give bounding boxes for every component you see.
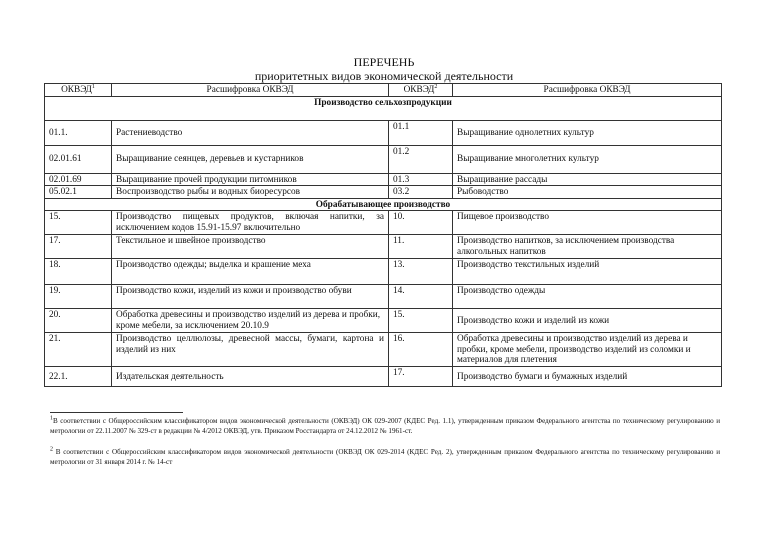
table-row [45, 285, 722, 309]
desc-2014: Выращивание однолетних культур [453, 120, 722, 145]
code-2007: 02.01.61 [45, 145, 112, 173]
code-2014: 13. [389, 259, 453, 285]
table-header-row [45, 84, 722, 97]
desc-2007: Производство кожи, изделий из кожи и производство обуви [112, 285, 389, 309]
code-2007: 01.1. [45, 120, 112, 145]
desc-2007: Производство одежды; выделка и крашение меха [112, 259, 389, 285]
code-2007: 21. [45, 333, 112, 367]
document-title: ПЕРЕЧЕНЬ [353, 55, 415, 69]
code-2007: 20. [45, 309, 112, 333]
code-2014: 10. [389, 211, 453, 235]
code-2014: 17. [389, 367, 453, 387]
header-decode-2007: Расшифровка ОКВЭД [112, 84, 389, 97]
desc-2007: Производство целлюлозы, древесной массы, бумаги, картона и изделий из них [112, 333, 389, 367]
desc-2007: Выращивание сеянцев, деревьев и кустарников [112, 145, 389, 173]
footnote-divider [50, 412, 183, 413]
code-2014: 01.1 [389, 120, 453, 145]
table-row [45, 186, 722, 199]
code-2014: 03.2 [389, 186, 453, 199]
footnote-1: $^1$В соответствии с Общероссийским классификатором видов экономической деятельности (ОКВЭД) ОК 029-2007 (КДЕС Ред. 1.1), утвержденным приказом Федерального агентства по техническому регулированию и метрологии от 22.11.2007 № 329-ст в редакции № 4/2012 ОКВЭД, утв. Приказом Росстандарта от 24.12.2012 № 1961-ст. [50, 415, 720, 435]
code-2014: 01.3 [389, 173, 453, 186]
desc-2014: Выращивание многолетних культур [453, 145, 722, 173]
desc-2007: Воспроизводство рыбы и водных биоресурсов [112, 186, 389, 199]
code-2007: 05.02.1 [45, 186, 112, 199]
desc-2014: Производство кожи и изделий из кожи [453, 309, 722, 333]
desc-2007: Обработка древесины и производство изделий из дерева и пробки, кроме мебели, за исключением 20.10.9 [112, 309, 389, 333]
header-okved-2014: ОКВЭД$^2$ [389, 84, 453, 97]
header-okved-2007: ОКВЭД$^1$ [45, 84, 112, 97]
desc-2014: Производство текстильных изделий [453, 259, 722, 285]
table-row [45, 367, 722, 387]
table-row [45, 120, 722, 145]
table-row [45, 235, 722, 259]
desc-2007: Выращивание прочей продукции питомников [112, 173, 389, 186]
desc-2007: Издательская деятельность [112, 367, 389, 387]
table-row [45, 333, 722, 367]
desc-2014: Выращивание рассады [453, 173, 722, 186]
footnote-2: $^2$ В соответствии с Общероссийским классификатором видов экономической деятельности (ОКВЭД ОК 029-2014 (КДЕС Ред. 2), утвержденным приказом Федерального агентства по техническому регулированию и метрологии от 31 января 2014 г. № 14-ст [50, 446, 720, 466]
desc-2014: Обработка древесины и производство изделий из дерева и пробки, кроме мебели, производство изделий из соломки и материалов для плетения [453, 333, 722, 367]
desc-2014: Производство одежды [453, 285, 722, 309]
code-2014: 15. [389, 309, 453, 333]
desc-2007: Текстильное и швейное производство [112, 235, 389, 259]
code-2007: 19. [45, 285, 112, 309]
table-row [45, 145, 722, 173]
code-2007: 02.01.69 [45, 173, 112, 186]
code-2014: 11. [389, 235, 453, 259]
section-title-manuf: Обрабатывающее производство [45, 198, 722, 211]
code-2014: 16. [389, 333, 453, 367]
section-row-agri [45, 96, 722, 120]
desc-2014: Пищевое производство [453, 211, 722, 235]
table-row [45, 211, 722, 235]
section-title-agri: Производство сельхозпродукции [45, 96, 722, 120]
code-2007: 18. [45, 259, 112, 285]
code-2014: 01.2 [389, 145, 453, 173]
table-row [45, 309, 722, 333]
document-subtitle: приоритетных видов экономической деятельности [254, 69, 514, 83]
desc-2014: Производство напитков, за исключением производства алкогольных напитков [453, 235, 722, 259]
section-row-manuf [45, 198, 722, 211]
code-2014: 14. [389, 285, 453, 309]
table-row [45, 173, 722, 186]
desc-2014: Производство бумаги и бумажных изделий [453, 367, 722, 387]
desc-2007: Производство пищевых продуктов, включая напитки, за исключением кодов 15.91-15.97 включительно [112, 211, 389, 235]
desc-2014: Рыбоводство [453, 186, 722, 199]
code-2007: 15. [45, 211, 112, 235]
header-decode-2014: Расшифровка ОКВЭД [453, 84, 722, 97]
table-row [45, 259, 722, 285]
desc-2007: Растениеводство [112, 120, 389, 145]
code-2007: 22.1. [45, 367, 112, 387]
okved-table [44, 83, 722, 387]
code-2007: 17. [45, 235, 112, 259]
